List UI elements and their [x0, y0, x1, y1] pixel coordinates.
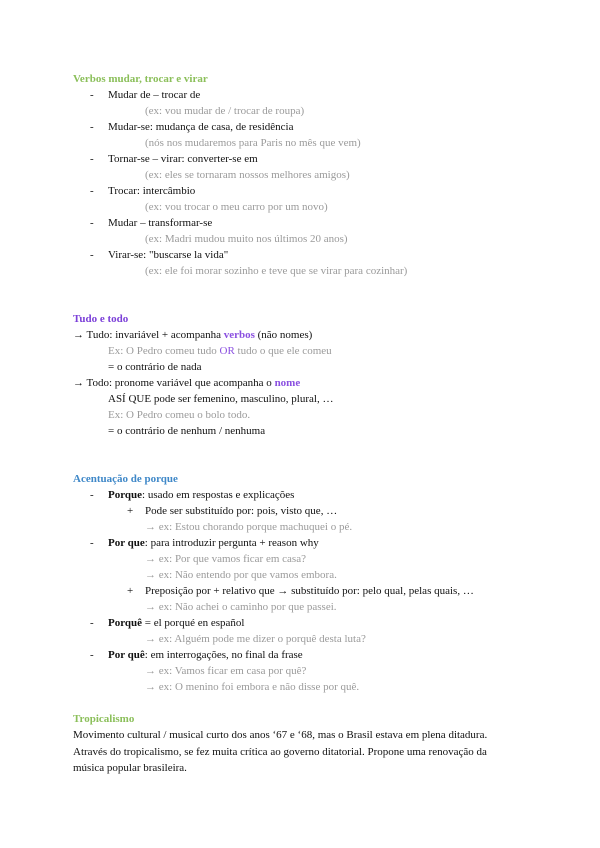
bullet-dash: - — [90, 89, 94, 101]
verbos-example: (ex: eles se tornaram nossos melhores amigos) — [145, 169, 350, 181]
bullet-dash: - — [90, 121, 94, 133]
term-porque-accent: Porquê — [108, 617, 143, 629]
bullet-dash: - — [90, 649, 94, 661]
bullet-dash: - — [90, 537, 94, 549]
porque-item-3 — [108, 615, 244, 631]
verbos-item: Trocar: intercâmbio — [108, 185, 196, 197]
todo-asi-que: ASÍ QUE pode ser femenino, masculino, plural, … — [108, 393, 334, 405]
verbos-example: (ex: Madri mudou muito nos últimos 20 anos) — [145, 233, 348, 245]
heading-verbos: Verbos mudar, trocar e virar — [73, 73, 208, 85]
todo-contrary: = o contrário de nenhum / nenhuma — [108, 425, 266, 437]
keyword-nome: nome — [274, 377, 301, 389]
porque-item-2-text: : para introduzir pergunta + reason why — [144, 537, 319, 549]
keyword-verbos: verbos — [223, 329, 255, 341]
tudo-rule-text: → Tudo: invariável + acompanha — [73, 329, 224, 341]
heading-tropicalismo: Tropicalismo — [73, 713, 135, 725]
porque-item-4 — [108, 647, 303, 663]
porque-item-1 — [108, 487, 294, 503]
tudo-contrary: = o contrário de nada — [108, 361, 202, 373]
porque-item-4-text: : em interrogações, no final da frase — [144, 649, 303, 661]
heading-tudo-todo: Tudo e todo — [73, 313, 129, 325]
term-porque: Porque — [108, 489, 143, 501]
verbos-item: Mudar de – trocar de — [108, 89, 201, 101]
tudo-example — [108, 343, 332, 359]
tudo-example-text: Ex: O Pedro comeu tudo — [108, 345, 220, 357]
porque-item-2-sub: Preposição por + relativo que → substituído por: pelo qual, pelas quais, … — [145, 585, 474, 597]
porque-item-2 — [108, 535, 319, 551]
porque-item-2-example-2: → ex: Não entendo por que vamos embora. — [145, 569, 337, 581]
porque-item-1-sub: Pode ser substituído por: pois, visto que, … — [145, 505, 338, 517]
bullet-dash: - — [90, 249, 94, 261]
tropicalismo-paragraph: Movimento cultural / musical curto dos anos ‘67 e ‘68, mas o Brasil estava em plena ditadura. Através do tropicalismo, se fez muita crítica ao governo ditatorial. Propone uma renovação da música popular brasileira. — [73, 729, 488, 774]
bullet-dash: - — [90, 185, 94, 197]
todo-rule-text: → Todo: pronome variável que acompanha o — [73, 377, 275, 389]
verbos-item: Tornar-se – virar: converter-se em — [108, 153, 258, 165]
heading-porque: Acentuação de porque — [73, 473, 178, 485]
porque-item-2-example-3: → ex: Não achei o caminho por que passei. — [145, 601, 337, 613]
bullet-dash: - — [90, 489, 94, 501]
tudo-example-text-end: tudo o que ele comeu — [234, 345, 332, 357]
verbos-item: Virar-se: "buscarse la vida" — [108, 249, 229, 261]
verbos-item: Mudar-se: mudança de casa, de residência — [108, 121, 294, 133]
keyword-or: OR — [219, 345, 235, 357]
term-por-que: Por que — [108, 537, 145, 549]
porque-item-2-example-1: → ex: Por que vamos ficar em casa? — [145, 553, 306, 565]
verbos-example: (nós nos mudaremos para Paris no mês que vem) — [145, 137, 361, 149]
porque-item-3-text: = el porqué en español — [142, 617, 245, 629]
porque-item-4-example-1: → ex: Vamos ficar em casa por quê? — [145, 665, 307, 677]
bullet-plus: + — [127, 585, 134, 597]
todo-example: Ex: O Pedro comeu o bolo todo. — [108, 409, 251, 421]
bullet-dash: - — [90, 617, 94, 629]
porque-item-3-example: → ex: Alguém pode me dizer o porquê desta luta? — [145, 633, 366, 645]
bullet-dash: - — [90, 217, 94, 229]
bullet-plus: + — [127, 505, 134, 517]
todo-rule — [73, 375, 300, 391]
term-por-que-accent: Por quê — [108, 649, 145, 661]
verbos-item: Mudar – transformar-se — [108, 217, 213, 229]
verbos-example: (ex: vou trocar o meu carro por um novo) — [145, 201, 328, 213]
porque-item-1-text: : usado em respostas e explicações — [142, 489, 295, 501]
tudo-rule — [73, 327, 312, 343]
porque-item-4-example-2: → ex: O menino foi embora e não disse por quê. — [145, 681, 360, 693]
porque-item-1-example: → ex: Estou chorando porque machuquei o pé. — [145, 521, 353, 533]
verbos-example: (ex: vou mudar de / trocar de roupa) — [145, 105, 305, 117]
verbos-example: (ex: ele foi morar sozinho e teve que se virar para cozinhar) — [145, 265, 408, 277]
bullet-dash: - — [90, 153, 94, 165]
tudo-rule-text-end: (não nomes) — [254, 329, 313, 341]
